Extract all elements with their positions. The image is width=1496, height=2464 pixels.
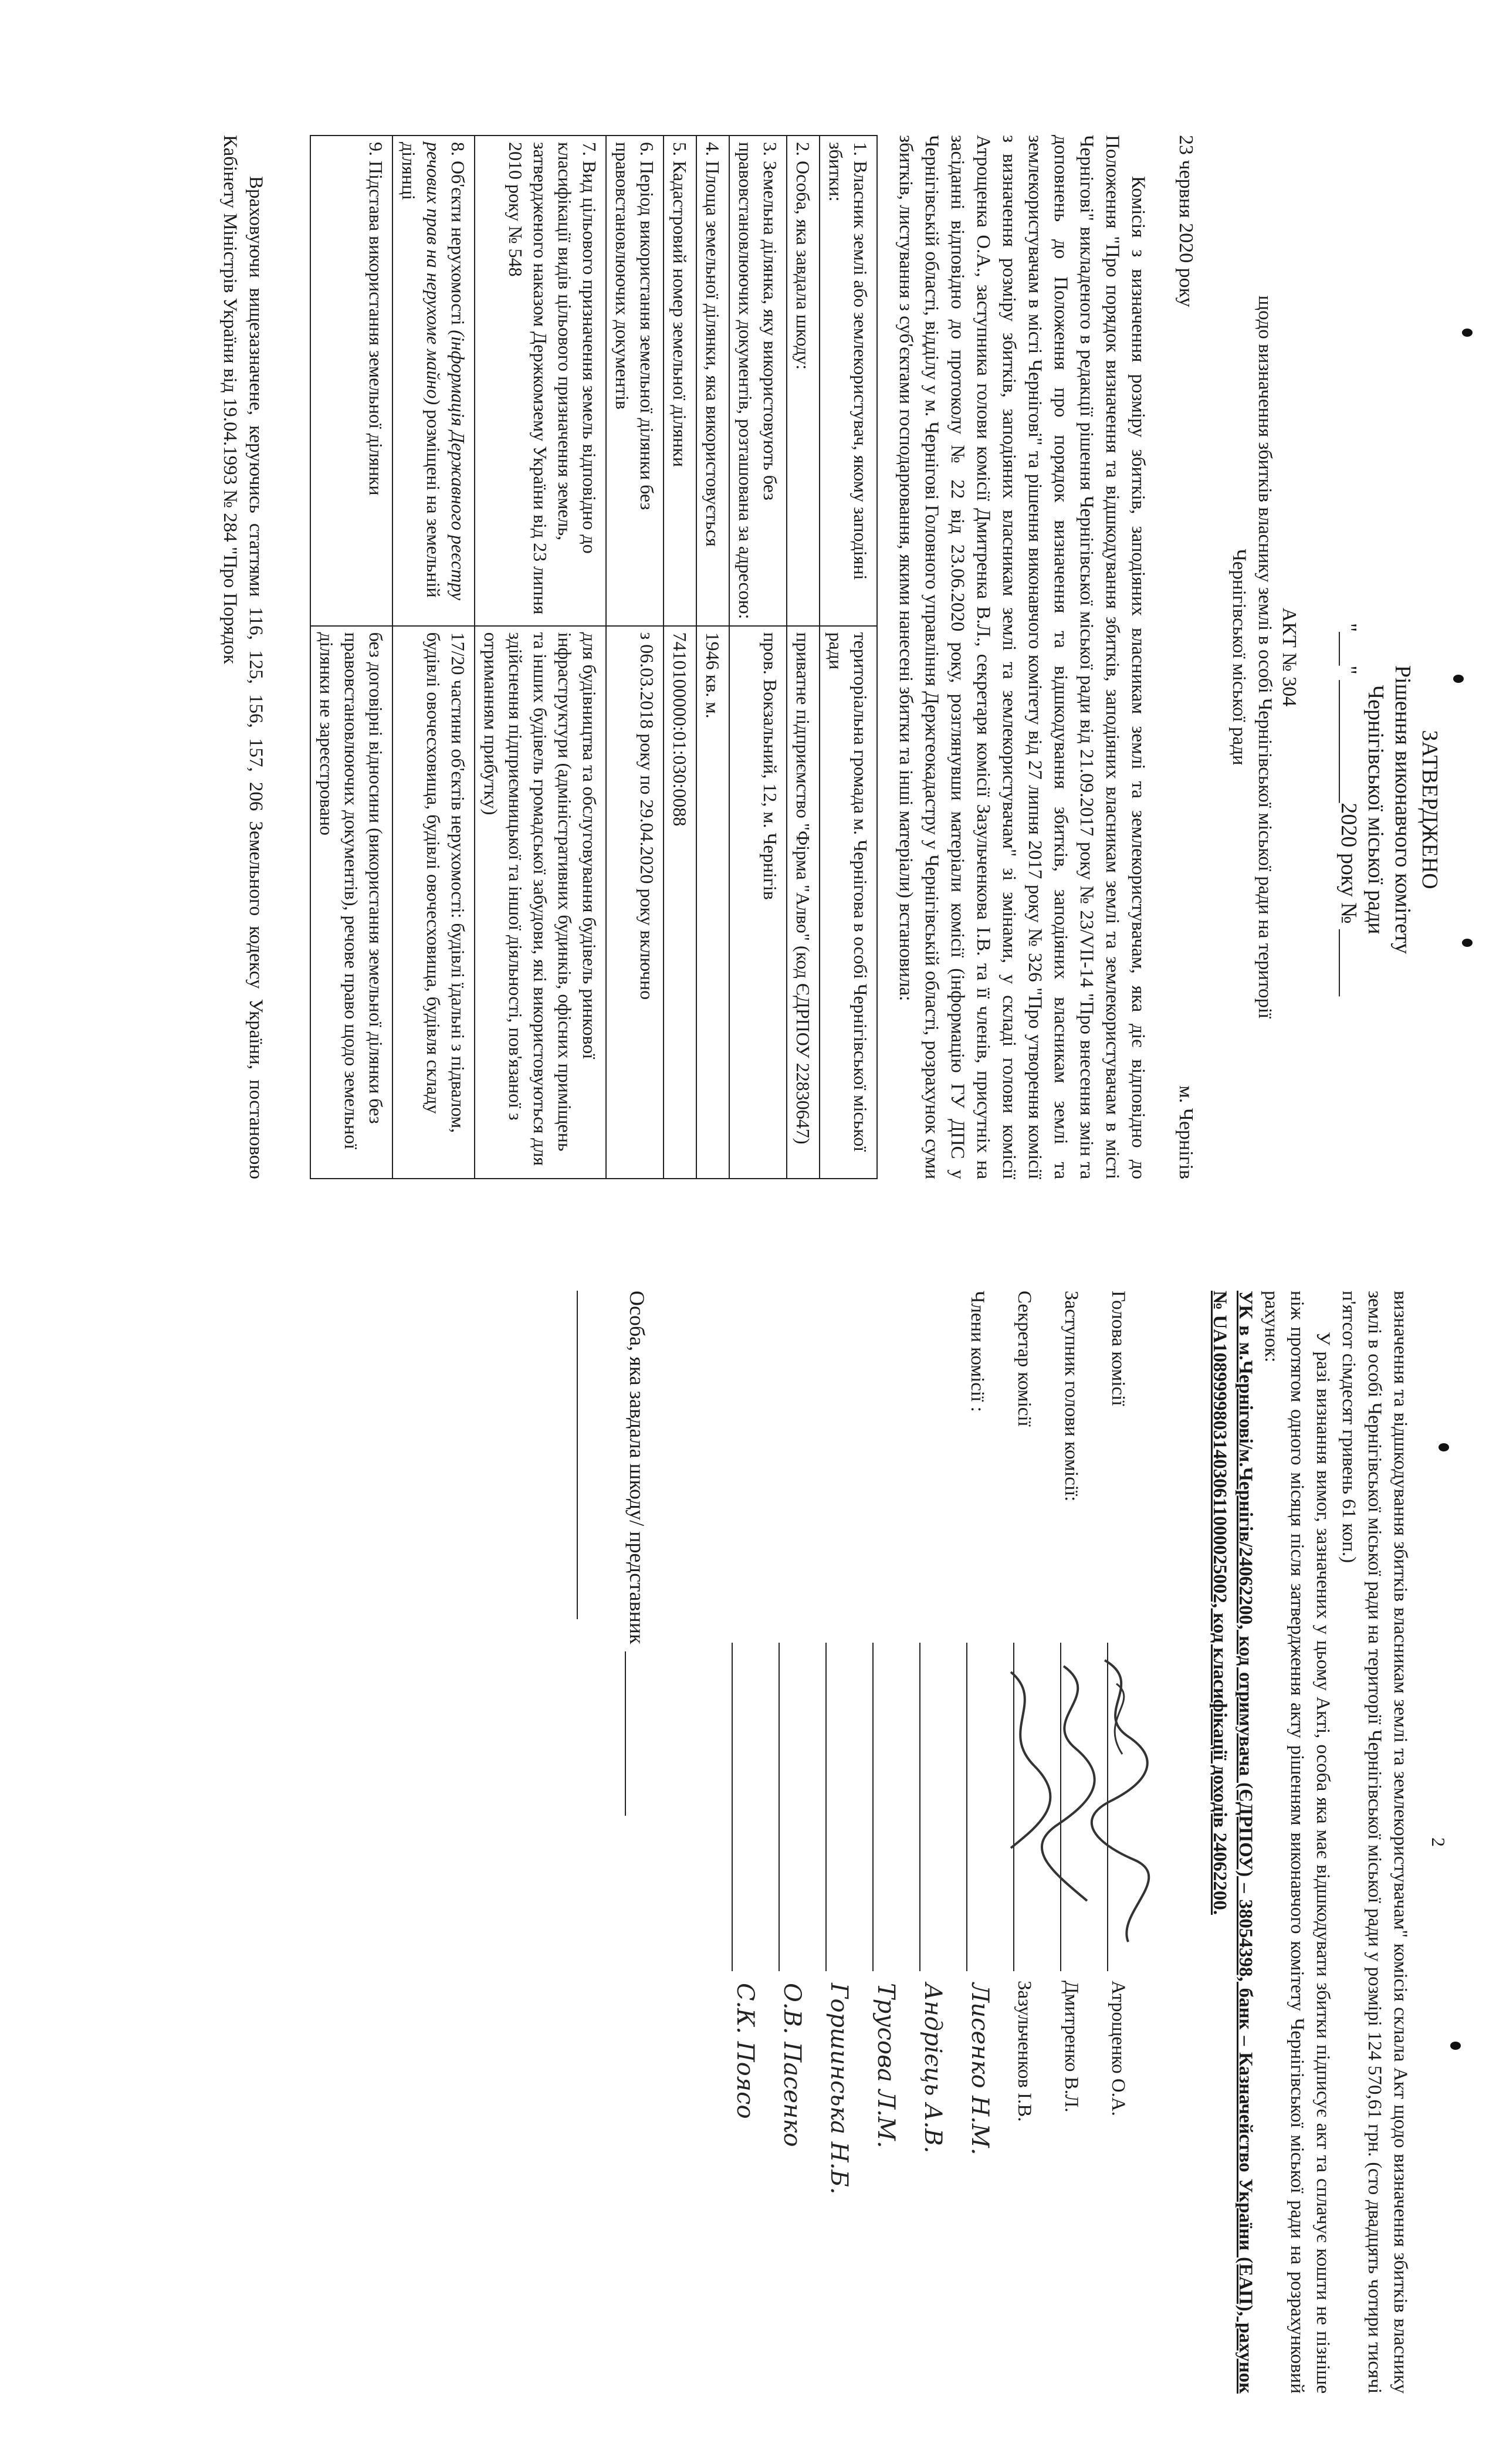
act-date: 23 червня 2020 року	[1175, 135, 1197, 307]
signature-line	[732, 1643, 756, 1971]
member-row	[779, 1291, 825, 2394]
table-row	[392, 136, 475, 1179]
row-label-italic: (інформація Державного реєстру речових прав на нерухоме майно)	[423, 142, 469, 601]
row-value: 1946 кв. м.	[696, 626, 729, 1179]
row-value: пров. Вокзальний, 12, м. Чернігів	[729, 626, 787, 1179]
signature-line	[1013, 1643, 1038, 1971]
representative-label: Особа, яка завдала шкоду/ представник	[625, 1291, 649, 1644]
row-value: без договірні відносини (використання земельної ділянки без правовстановлюючих документів), речове право щодо земельної ділянки не зареєстровано	[310, 626, 392, 1179]
page-two-text	[1207, 1291, 1413, 2394]
table-row	[696, 136, 729, 1179]
signature-line	[825, 1643, 850, 1971]
row-label: 4. Площа земельної ділянки, яка використовується	[696, 136, 729, 626]
punch-hole-mark	[1453, 675, 1464, 683]
member-row	[872, 1291, 919, 2394]
member-signature: Андрієць А.В.	[919, 1983, 946, 2154]
member-signature: С.К. Поясо	[732, 1983, 759, 2119]
row-value: 17/20 частини об'єктів нерухомості: будівлі їдальні з підвалом, будівлі овочесховища, будівлі овочесховища, будівля складу	[392, 626, 475, 1179]
date-line	[1175, 135, 1197, 1179]
member-signature: Трусова Л.М.	[872, 1983, 899, 2148]
row-label: 5. Кадастровий номер земельної ділянки	[664, 136, 696, 626]
row-label: 6. Період використання земельної ділянки без правовстановлюючих документів	[606, 136, 664, 626]
act-subtitle-2: Чернігівської міської ради	[1228, 549, 1250, 766]
head-role: Голова комісії	[1108, 1291, 1129, 1406]
row-value: з 06.03.2018 року по 29.04.2020 року включно	[606, 626, 664, 1179]
row-label: 7. Вид цільового призначення земель відповідно до класифікації видів цільового призначення земель, затвердженого наказом Держкомзему України від 23 липня 2010 року № 548	[475, 136, 606, 626]
member-signature: Лисенко Н.М.	[966, 1983, 993, 2155]
row-label	[392, 136, 475, 626]
secretary-role: Секретар комісії	[1014, 1291, 1035, 1427]
table-row	[664, 136, 696, 1179]
representative-signature-line	[577, 1291, 584, 1619]
signature-line	[872, 1643, 897, 1971]
row-value: приватне підприємство "Фірма "Алво" (код ЄДРПОУ 22830647)	[787, 626, 820, 1179]
signature-block	[577, 1291, 1154, 2394]
signature-line	[625, 1651, 647, 1816]
row-value: для будівництва та обслуговування будівель ринкової інфраструктури (адміністративних будинків, офісних приміщень та інших будівель громадської забудови, які використовуються для здійснення підприємницької та іншої діяльності, пов'язаної з отриманням прибутку)	[475, 626, 606, 1179]
approval-council: Чернігівської міської ради	[1363, 685, 1388, 935]
member-row	[919, 1291, 966, 2394]
table-row	[820, 136, 877, 1179]
table-row	[606, 136, 664, 1179]
row-label: 1. Власник землі або землекористувач, якому заподіяні збитки:	[820, 136, 877, 626]
bank-details: УК в м.Чернігові/м.Чернігів/24062200, код отримувача (ЄДРПОУ) – 38054398, банк – Казначейство України (ЕАП), рахунок № UA108999980314030611000025002, код класифікації доходів 24062200.	[1209, 1291, 1256, 2394]
signature-secretary	[1013, 1291, 1060, 2394]
table-row	[787, 136, 820, 1179]
approval-date-number: "___" ___________2020 року № ______	[1336, 622, 1361, 997]
page-number: 2	[1428, 1837, 1449, 1847]
signature-deputy	[1060, 1291, 1107, 2394]
punch-hole-mark	[1462, 939, 1473, 947]
act-city: м. Чернігів	[1175, 1085, 1197, 1179]
damage-amount-paragraph: визначення та відшкодування збитків власникам землі та землекористувачам" комісія склала Акт щодо визначення збитків власнику землі в особі Чернігівської міської ради на території Чернігівської міської ради у розмірі 124 570,61 грн. (сто двадцять чотири тисячі п'ятсот сімдесят гривень 61 коп.)	[1338, 1291, 1411, 2394]
punch-hole-mark	[1450, 2042, 1461, 2050]
signature-head	[1107, 1291, 1154, 2394]
deputy-name: Дмитренко В.Л.	[1061, 1981, 1082, 2113]
signature-line	[1060, 1643, 1085, 1971]
row-label-part: розміщені на земельній ділянці	[398, 142, 444, 598]
row-label: 3. Земельна ділянка, яку використовують без правовстановлюючих документів, розташована за адресою:	[729, 136, 787, 626]
row-label: 2. Особа, яка завдала шкоду:	[787, 136, 820, 626]
members-role: Члени комісії :	[967, 1291, 988, 1412]
table-row	[729, 136, 787, 1179]
row-label: 9. Підстава використання земельної ділянки	[310, 136, 392, 626]
member-signature: Горшинська Н.Б.	[825, 1983, 852, 2195]
row-value: 7410100000:01:030:0088	[664, 626, 696, 1179]
signature-line	[919, 1643, 944, 1971]
secretary-name: Зазульченков І.В.	[1014, 1981, 1035, 2122]
closing-paragraph: Враховуючи вищезазначене, керуючись статтями 116, 125, 156, 157, 206 Земельного кодексу України, постановою Кабінету Міністрів України від 19.04.1993 № 284 "Про Порядок	[219, 135, 266, 1179]
signature-line	[1107, 1643, 1132, 1971]
member-signature: О.В. Пасенко	[779, 1983, 805, 2147]
act-subtitle: щодо визначення збитків власнику землі в особі Чернігівської міської ради на території	[1254, 295, 1275, 1019]
head-name: Атрощенко О.А.	[1108, 1981, 1129, 2116]
table-row	[475, 136, 606, 1179]
member-row	[825, 1291, 872, 2394]
punch-hole-mark	[1439, 1443, 1449, 1451]
page-two	[0, 1232, 1496, 2464]
approval-decision: Рішення виконавчого комітету	[1390, 665, 1415, 955]
row-label-part: 8. Об'єкти нерухомості	[448, 142, 469, 330]
payment-paragraph: У разі визнання вимог, зазначених у цьому Акті, особа яка має відшкодувати збитки підписує акт та сплачує кошти не пізніше ніж протягом одного місяця після затвердження акту рішенням виконавчого комітету Чернігівської міської ради на розрахунковий рахунок:	[1261, 1291, 1333, 2394]
row-value: територіальна громада м. Чернігова в особі Чернігівської міської ради	[820, 626, 877, 1179]
signature-line	[966, 1643, 991, 1971]
punch-hole-mark	[1462, 329, 1473, 337]
approval-stamp	[1335, 440, 1443, 1179]
table-row	[310, 136, 392, 1179]
approval-heading: ЗАТВЕРДЖЕНО	[1417, 730, 1442, 889]
act-title: АКТ № 304	[1278, 607, 1300, 707]
signature-line	[779, 1643, 803, 1971]
deputy-role: Заступник голови комісії:	[1061, 1291, 1082, 1502]
member-row	[732, 1291, 779, 2394]
intro-paragraph: Комісія з визначення розміру збитків, заподіяних власникам землі та землекористувачам, яка діє відповідно до Положення "Про порядок визначення та відшкодування збитків, заподіяних власникам землі та землекористувачам в місті Чернігові" викладеного в редакції рішення Чернігівської міської ради від 21.09.2017 року № 23/VII-14 "Про внесення змін та доповнень до Положення про порядок визначення та відшкодування збитків, заподіяних власникам землі та землекористувачам в місті Чернігові" та рішення виконавчого комітету від 27 липня 2017 року № 326 "Про утворення комісії з визначення розміру збитків, заподіяних власникам землі та землекористувачам" зі змінами, у складі голови комісії Атрощенка О.А., заступника голови комісії Дмитренка В.Л., секретаря комісії Зазульченкова І.В. та її членів, присутніх на засіданні відповідно до протоколу № 22 від 23.06.2020 року, розглянувши матеріали комісії (інформацію ГУ ДПС у Чернігівській області, відділу у м. Чернігові Головного управління Держгеокадастру у Чернігівській області, розрахунок суми збитків, листування з суб'єктами господарювання, якими нанесені збитки та інші матеріали) встановила:	[895, 135, 1149, 1179]
signature-scribble	[993, 1649, 1058, 1954]
details-table	[310, 135, 878, 1179]
representative-row	[625, 1291, 649, 2394]
